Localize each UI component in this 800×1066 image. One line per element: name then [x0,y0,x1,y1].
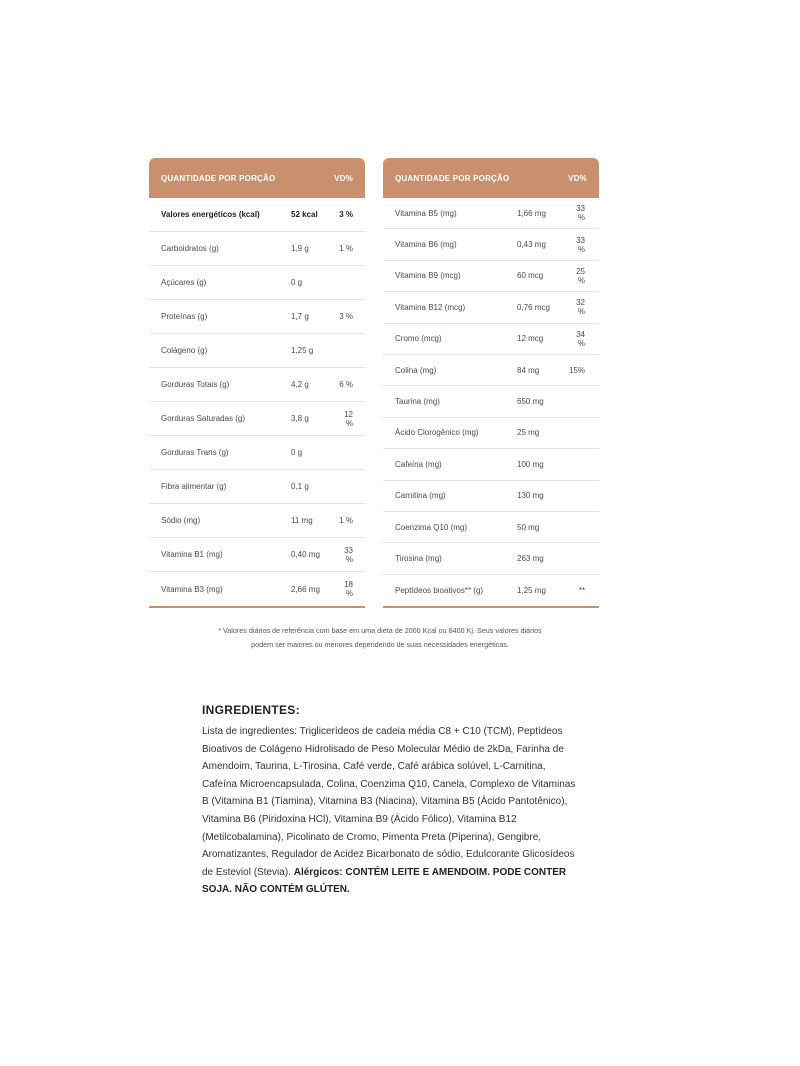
nutrient-quantity: 1,7 g [291,312,309,321]
table-row [149,402,365,436]
allergen-warning: Alérgicos: CONTÉM LEITE E AMENDOIM. PODE CONTER SOJA. NÃO CONTÉM GLÚTEN. [202,866,567,896]
nutrient-name: Tirosina (mg) [395,553,442,563]
nutrient-quantity: 130 mg [517,491,544,501]
nutrient-quantity: 1,66 mg [517,208,546,218]
qty-header-label: QUANTIDADE POR PORÇÃO [161,173,276,183]
nutrient-vd: 33 % [344,545,353,564]
nutrient-name: Colina (mg) [395,365,437,375]
table-row [383,324,599,355]
nutrient-name: Gorduras Totais (g) [161,380,230,389]
nutrient-quantity: 25 mg [517,428,540,438]
table-row [383,261,599,292]
nutrient-quantity: 2,66 mg [291,584,320,594]
footnote [180,624,580,652]
nutrient-quantity: 84 mg [517,365,540,375]
nutrient-quantity: 0,76 mcg [517,302,550,312]
qty-header-label: QUANTIDADE POR PORÇÃO [395,173,510,183]
table-row [149,232,365,266]
nutrition-table-right [383,158,599,608]
nutrient-name: Vitamina B9 (mcg) [395,271,461,281]
nutrient-name: Carboidratos (g) [161,244,219,253]
table-row [383,481,599,512]
nutrient-name: Açúcares (g) [161,278,207,287]
nutrient-name: Vitamina B12 (mcg) [395,302,466,312]
nutrient-name: Carnitina (mg) [395,491,446,501]
nutrient-name: Vitamina B5 (mg) [395,208,457,218]
nutrient-vd: 33 % [576,204,585,223]
ingredients-text [202,723,582,899]
table-body [383,198,599,606]
nutrient-quantity: 1,9 g [291,244,309,253]
table-row [383,543,599,574]
table-body [149,198,365,606]
nutrient-vd: 6 % [339,380,353,389]
table-header [149,158,365,198]
nutrient-vd: 33 % [576,235,585,254]
nutrient-quantity: 12 mcg [517,334,544,344]
table-row [149,470,365,504]
table-row [383,198,599,229]
table-row [383,292,599,323]
nutrient-name: Coenzima Q10 (mg) [395,522,468,532]
nutrient-name: Taurina (mg) [395,397,440,407]
nutrient-name: Gorduras Trans (g) [161,448,229,457]
nutrient-quantity: 650 mg [517,397,544,407]
nutrient-name: Gorduras Saturadas (g) [161,414,246,423]
nutrient-quantity: 0,40 mg [291,550,320,559]
nutrient-quantity: 60 mcg [517,271,544,281]
nutrient-name: Vitamina B6 (mg) [395,240,457,250]
nutrient-quantity: 1,25 g [291,346,314,355]
table-row [383,355,599,386]
table-row [383,229,599,260]
nutrient-quantity: 11 mg [291,516,313,525]
nutrient-name: Vitamina B1 (mg) [161,550,223,559]
footnote-line-1: * Valores diários de referência com base em uma dieta de 2000 Kcal ou 8400 Kj. Seus valores diários [218,626,542,635]
table-row [149,572,365,606]
table-row [383,386,599,417]
table-row [149,266,365,300]
nutrient-name: Vitamina B3 (mg) [161,584,223,594]
nutrient-vd: 25 % [576,266,585,285]
table-row [383,512,599,543]
nutrient-name: Colágeno (g) [161,346,208,355]
table-header [383,158,599,198]
nutrient-quantity: 3,8 g [291,414,309,423]
nutrient-vd: 18 % [344,580,353,598]
nutrient-name: Cafeína (mg) [395,459,442,469]
nutrient-name: Ácido Clorogênico (mg) [395,428,479,438]
table-row [149,334,365,368]
nutrient-vd: 1 % [339,516,353,525]
nutrient-vd: 1 % [339,244,353,253]
table-row [149,300,365,334]
nutrient-quantity: 1,25 mg [517,585,546,595]
nutrient-quantity: 263 mg [517,553,544,563]
ingredients-title: INGREDIENTES: [202,703,300,717]
nutrient-quantity: 0,1 g [291,482,309,491]
nutrient-quantity: 0 g [291,448,303,457]
nutrient-quantity: 0,43 mg [517,240,546,250]
nutrition-table-left [149,158,365,608]
nutrient-vd: 3 % [339,210,353,219]
footnote-line-2: podem ser maiores ou menores dependendo de suas necessidades energéticas. [251,640,509,649]
nutrient-name: Peptídeos bioativos** (g) [395,585,484,595]
nutrient-vd: ** [578,585,585,595]
nutrient-quantity: 50 mg [517,522,540,532]
nutrient-vd: 15% [568,365,585,375]
ingredients-list: Lista de ingredientes: Triglicerídeos de cadeia média C8 + C10 (TCM), Peptídeos Bioativos de Colágeno Hidrolisado de Peso Molecular Médio de 2kDa, Farinha de Amendoim, Taurina, L-Tirosina, Café verde, Café arábica solúvel, L-Carnitina, Cafeína Microencapsulada, Colina, Coenzima Q10, Canela, Complexo de Vitaminas B (Vitamina B1 (Tiamina), Vitamina B3 (Niacina), Vitamina B5 (Ácido Pantotênico), Vitamina B6 (Piridoxina HCl), Vitamina B9 (Ácido Fólico), Vitamina B12 (Metilcobalamina), Picolinato de Cromo, Pimenta Preta (Piperina), Gengibre, Aromatizantes, Regulador de Acidez Bicarbonato de sódio, Edulcorante Glicosídeos de Esteviol (Stevia). [202,726,576,878]
nutrient-vd: 32 % [576,298,585,317]
nutrient-vd: 34 % [576,329,585,348]
ingredients-section [202,703,582,899]
table-row [149,504,365,538]
nutrient-quantity: 52 kcal [291,210,318,219]
vd-header-label: VD% [334,173,353,183]
nutrient-quantity: 4,2 g [291,380,309,389]
nutrient-vd: 3 % [339,312,353,321]
nutrient-name: Valores energéticos (kcal) [161,210,260,219]
nutrient-name: Sódio (mg) [161,516,201,525]
nutrient-name: Cromo (mcg) [395,334,442,344]
nutrient-quantity: 0 g [291,278,303,287]
nutrient-quantity: 100 mg [517,459,544,469]
vd-header-label: VD% [568,173,587,183]
nutrient-name: Proteínas (g) [161,312,208,321]
table-row [149,198,365,232]
table-row [149,436,365,470]
table-row [149,538,365,572]
table-row [383,449,599,480]
table-row [383,418,599,449]
nutrient-vd: 12 % [344,409,353,428]
table-row [149,368,365,402]
nutrient-name: Fibra alimentar (g) [161,482,227,491]
table-row [383,575,599,606]
